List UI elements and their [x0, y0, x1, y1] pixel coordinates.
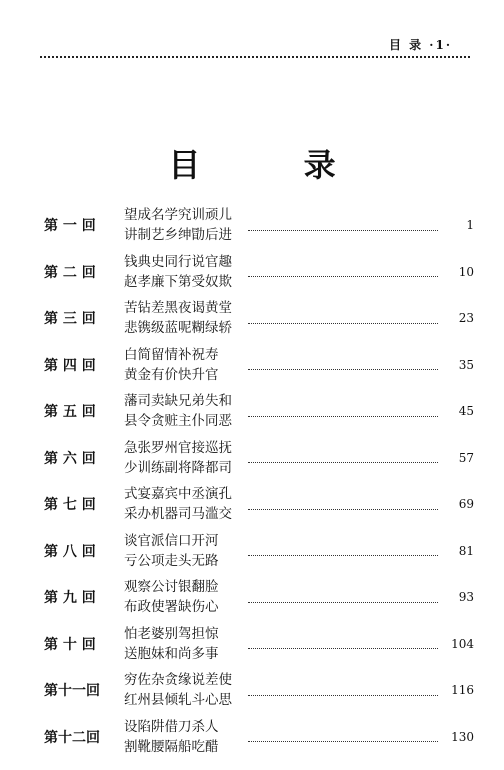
chapter-titles	[124, 484, 244, 524]
chapter-title-line2: 采办机器司马滥交	[124, 506, 232, 522]
toc-entry[interactable]	[44, 717, 474, 757]
page-title: 目 录	[168, 146, 382, 184]
chapter-title-line1: 怕老婆别驾担惊	[124, 625, 219, 642]
chapter-title-line2: 少训练副将降都司	[124, 459, 232, 476]
chapter-label: 第 二 回	[44, 264, 96, 281]
chapter-titles	[124, 670, 244, 710]
chapter-titles	[124, 624, 244, 664]
toc-entry[interactable]	[44, 484, 474, 524]
page-number: 35	[458, 357, 474, 372]
chapter-title-line2: 红州县倾轧斗心思	[124, 692, 232, 708]
toc-entry[interactable]	[44, 205, 474, 245]
chapter-label: 第十一回	[44, 683, 100, 699]
chapter-title-line1: 藩司卖缺兄弟失和	[124, 393, 232, 409]
chapter-label: 第 三 回	[44, 311, 96, 327]
leader-dots	[248, 452, 438, 463]
toc-entry[interactable]	[44, 252, 474, 292]
chapter-label: 第 四 回	[44, 357, 96, 374]
chapter-label: 第 十 回	[44, 636, 96, 653]
chapter-title-line2: 黄金有价快升官	[124, 366, 219, 383]
page-number: 93	[458, 590, 474, 604]
chapter-title-line1: 观察公讨银翻脸	[124, 579, 219, 595]
page-number: 116	[451, 683, 474, 697]
chapter-titles	[124, 252, 244, 292]
chapter-label: 第 八 回	[44, 543, 96, 560]
chapter-title-line1: 穷佐杂贪缘说差使	[124, 672, 232, 688]
chapter-label: 第 六 回	[44, 450, 96, 467]
chapter-title-line1: 白简留情补祝寿	[124, 346, 219, 363]
page-number: 45	[458, 404, 474, 418]
chapter-titles	[124, 391, 244, 431]
chapter-title-line1: 式宴嘉宾中丞演孔	[124, 486, 232, 502]
chapter-title-line2: 县令贪赃主仆同恶	[124, 413, 232, 429]
chapter-titles	[124, 577, 244, 617]
chapter-label: 第 九 回	[44, 590, 96, 606]
page-number: 23	[458, 311, 474, 325]
toc-entry[interactable]	[44, 624, 474, 664]
page-number: 81	[458, 543, 474, 558]
leader-dots	[248, 499, 438, 510]
chapter-title-line1: 苦钻差黑夜谒黄堂	[124, 300, 232, 316]
table-of-contents	[44, 205, 474, 763]
chapter-label: 第 一 回	[44, 218, 96, 234]
chapter-title-line1: 谈官派信口开河	[124, 532, 219, 549]
page-number: 104	[451, 636, 474, 651]
chapter-title-line1: 钱典史同行说官趣	[124, 253, 232, 270]
page-number: 57	[458, 450, 474, 465]
chapter-title-line2: 割靴腰隔船吃醋	[124, 738, 219, 755]
leader-dots	[248, 220, 438, 231]
chapter-titles	[124, 298, 244, 338]
toc-entry[interactable]	[44, 391, 474, 431]
chapter-title-line2: 送胞妹和尚多事	[124, 645, 219, 662]
chapter-titles	[124, 205, 244, 245]
page-number: 10	[458, 264, 474, 279]
leader-dots	[248, 359, 438, 370]
chapter-label: 第 七 回	[44, 497, 96, 513]
chapter-label: 第十二回	[44, 729, 100, 746]
chapter-title-line1: 设陷阱借刀杀人	[124, 718, 219, 735]
leader-dots	[248, 406, 438, 417]
toc-entry[interactable]	[44, 531, 474, 571]
chapter-titles	[124, 717, 244, 757]
page-number: 130	[451, 729, 474, 744]
chapter-title-line2: 亏公项走头无路	[124, 552, 219, 569]
chapter-title-line2: 悲镌级蓝呢糊绿轿	[124, 320, 232, 336]
chapter-title-line1: 望成名学究训顽儿	[124, 207, 232, 223]
leader-dots	[248, 313, 438, 324]
toc-entry[interactable]	[44, 345, 474, 385]
toc-entry[interactable]	[44, 298, 474, 338]
toc-entry[interactable]	[44, 577, 474, 617]
leader-dots	[248, 731, 438, 742]
running-header: 目 录 ·1·	[388, 38, 452, 52]
toc-entry[interactable]	[44, 438, 474, 478]
chapter-title-line2: 讲制艺乡绅勖后进	[124, 227, 232, 243]
chapter-titles	[124, 345, 244, 385]
leader-dots	[248, 685, 438, 696]
page-number: 1	[466, 218, 474, 232]
chapter-title-line1: 急张罗州官接巡抚	[124, 439, 232, 456]
toc-entry[interactable]	[44, 670, 474, 710]
leader-dots	[248, 638, 438, 649]
chapter-title-line2: 布政使署缺伤心	[124, 599, 219, 615]
leader-dots	[248, 592, 438, 603]
chapter-label: 第 五 回	[44, 404, 96, 420]
chapter-title-line2: 赵孝廉下第受奴欺	[124, 273, 232, 290]
leader-dots	[248, 266, 438, 277]
leader-dots	[248, 545, 438, 556]
chapter-titles	[124, 531, 244, 571]
header-rule	[40, 56, 470, 58]
page-number: 69	[458, 497, 474, 511]
chapter-titles	[124, 438, 244, 478]
